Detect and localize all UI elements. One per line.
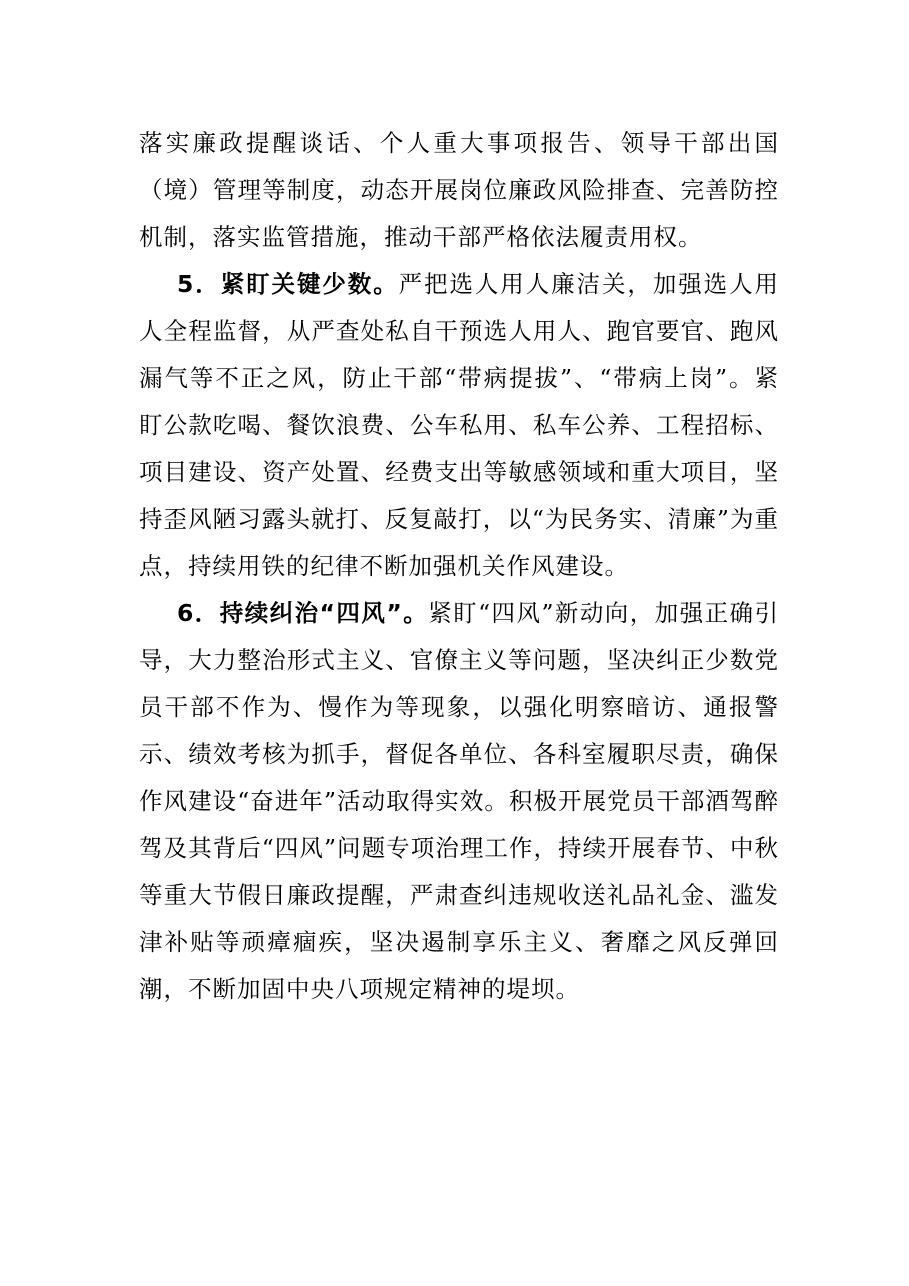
section-heading-5: 5．紧盯关键少数。: [177, 270, 399, 298]
paragraph-text: 严把选人用人廉洁关，加强选人用人全程监督，从严查处私自干预选人用人、跑官要官、跑风漏气等不正之风，防止干部“带病提拔”、“带病上岗”。紧盯公款吃喝、餐饮浪费、公车私用、私车公养、工程招标、项目建设、资产处置、经费支出等敏感领域和重大项目，坚持歪风陋习露头就打、反复敲打，以“为民务实、清廉”为重点，持续用铁的纪律不断加强机关作风建设。: [139, 270, 779, 580]
paragraph-four-winds: [139, 590, 779, 1013]
paragraph-text: 落实廉政提醒谈话、个人重大事项报告、领导干部出国（境）管理等制度，动态开展岗位廉政风险排查、完善防控机制，落实监管措施，推动干部严格依法履责用权。: [139, 129, 779, 251]
paragraph-continuation: [139, 120, 779, 261]
paragraph-key-minority: [139, 261, 779, 590]
section-heading-6: 6．持续纠治“四风”。: [177, 599, 429, 627]
document-body: [139, 120, 779, 1013]
paragraph-text: 紧盯“四风”新动向，加强正确引导，大力整治形式主义、官僚主义等问题，坚决纠正少数党员干部不作为、慢作为等现象，以强化明察暗访、通报警示、绩效考核为抓手，督促各单位、各科室履职尽责，确保作风建设“奋进年”活动取得实效。积极开展党员干部酒驾醉驾及其背后“四风”问题专项治理工作，持续开展春节、中秋等重大节假日廉政提醒，严肃查纠违规收送礼品礼金、滥发津补贴等顽瘴痼疾，坚决遏制享乐主义、奢靡之风反弹回潮，不断加固中央八项规定精神的堤坝。: [139, 599, 779, 1003]
